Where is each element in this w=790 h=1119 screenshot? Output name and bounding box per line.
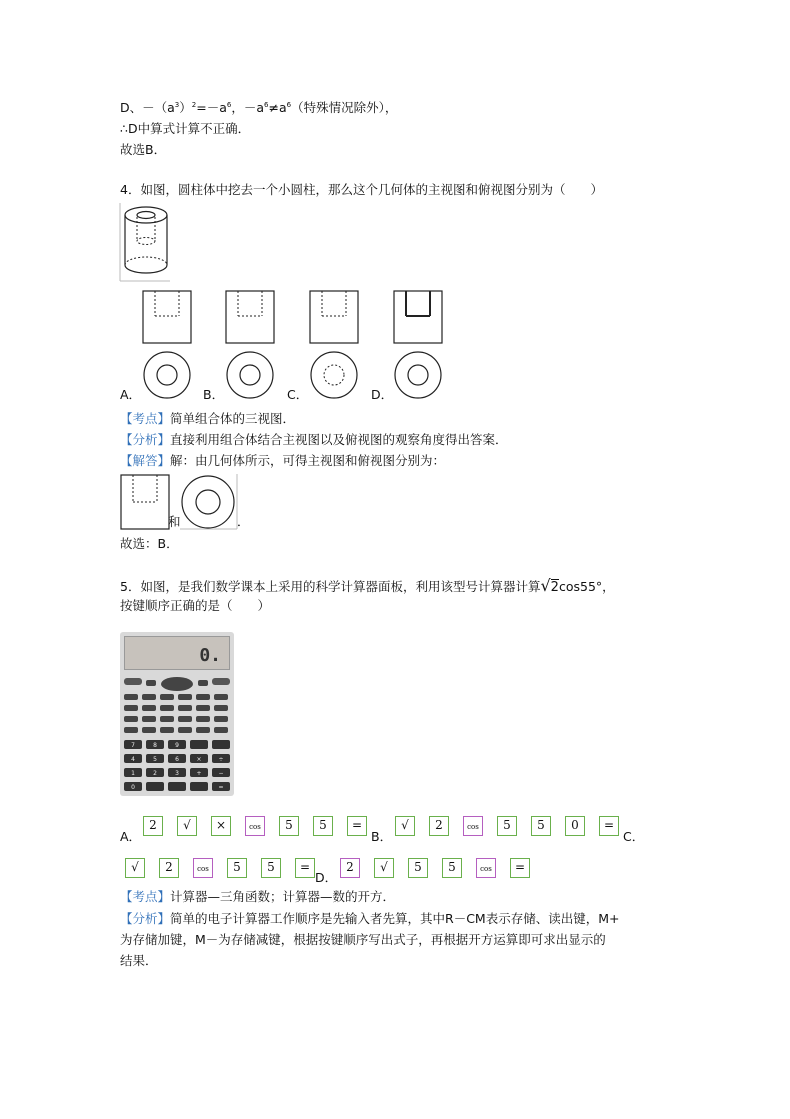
calculator-keypad — [120, 674, 234, 796]
key-a-7: = — [347, 816, 367, 836]
key-d-5: cos — [476, 858, 496, 878]
svg-text:6: 6 — [175, 756, 179, 763]
q5-option-c: C． — [623, 829, 645, 844]
answer-front-view — [120, 474, 170, 530]
key-b-2: 2 — [429, 816, 449, 836]
svg-text:3: 3 — [175, 770, 179, 777]
key-c-1: √ — [125, 858, 145, 878]
svg-text:9: 9 — [175, 742, 179, 749]
q5-stem-line1: 5．如图，是我们数学课本上采用的科学计算器面板，利用该型号计算器计算√2cos55°， — [120, 576, 615, 595]
q4-choice: 故选：B． — [120, 536, 179, 551]
jieda-tag: 【解答】 — [120, 453, 171, 468]
option-c-top-view — [309, 350, 361, 400]
key-c-3: cos — [193, 858, 213, 878]
svg-text:÷: ÷ — [218, 756, 224, 763]
key-d-2: √ — [374, 858, 394, 878]
key-b-4: 5 — [497, 816, 517, 836]
key-b-6: 0 — [565, 816, 585, 836]
calculator-image — [120, 632, 234, 796]
q5-kaodian: 【考点】计算器—三角函数；计算器—数的开方． — [120, 889, 396, 904]
key-d-1: 2 — [340, 858, 360, 878]
option-a-front-view — [142, 290, 194, 346]
fenxi-tag: 【分析】 — [120, 432, 171, 447]
key-c-6: = — [295, 858, 315, 878]
q4-jieda: 【解答】解：由几何体所示，可得主视图和俯视图分别为： — [120, 453, 446, 468]
q4-option-d: D． — [371, 387, 394, 402]
option-a-top-view — [142, 350, 194, 400]
key-b-1: √ — [395, 816, 415, 836]
svg-text:1: 1 — [131, 770, 135, 777]
svg-text:5: 5 — [153, 756, 157, 763]
svg-text:×: × — [196, 756, 202, 763]
q4-option-b: B． — [203, 387, 225, 402]
q4-kaodian: 【考点】简单组合体的三视图． — [120, 411, 296, 426]
sqrt-symbol: √ — [540, 576, 551, 595]
q5-option-d: D． — [315, 870, 338, 885]
svg-text:=: = — [218, 784, 224, 791]
q5-option-a: A． — [120, 829, 142, 844]
q5-fenxi-line2: 为存储加键，M－为存储减键，根据按键顺序写出式子，再根据开方运算即可求出显示的 — [120, 932, 606, 947]
key-b-5: 5 — [531, 816, 551, 836]
q5-fenxi-line1: 【分析】简单的电子计算器工作顺序是先输入者先算，其中R－CM表示存储、读出键，M+ — [120, 911, 620, 926]
q3-conclusion: ∴D中算式计算不正确． — [120, 121, 251, 136]
q4-option-c: C． — [287, 387, 309, 402]
key-a-4: cos — [245, 816, 265, 836]
hollow-cylinder-figure — [120, 203, 172, 283]
fenxi-tag: 【分析】 — [120, 911, 171, 926]
svg-text:7: 7 — [131, 742, 135, 749]
q5-option-c-keys — [125, 858, 315, 882]
svg-text:−: − — [218, 770, 224, 777]
svg-text:2: 2 — [153, 770, 157, 777]
key-d-4: 5 — [442, 858, 462, 878]
q5-option-d-keys — [340, 858, 530, 882]
option-c-front-view — [309, 290, 361, 346]
answer-top-view — [180, 474, 238, 530]
key-a-1: 2 — [143, 816, 163, 836]
key-a-2: √ — [177, 816, 197, 836]
key-a-3: × — [211, 816, 231, 836]
svg-text:4: 4 — [131, 756, 135, 763]
q3-choice: 故选B． — [120, 142, 167, 157]
key-c-4: 5 — [227, 858, 247, 878]
key-c-2: 2 — [159, 858, 179, 878]
key-a-6: 5 — [313, 816, 333, 836]
key-c-5: 5 — [261, 858, 281, 878]
option-b-front-view — [225, 290, 277, 346]
kaodian-tag: 【考点】 — [120, 411, 171, 426]
calculator-display: 0. — [124, 636, 230, 670]
q5-option-a-keys — [143, 816, 367, 840]
answer-period: ． — [237, 514, 250, 529]
key-b-7: = — [599, 816, 619, 836]
q3-answer-line-d: D、$-(a^3)^2=-a^6$，$-a^6\ne a^6$（特殊情况除外）， — [120, 100, 398, 115]
option-d-front-view — [393, 290, 445, 346]
kaodian-tag: 【考点】 — [120, 889, 171, 904]
svg-text:0: 0 — [131, 784, 135, 791]
and-word: 和 — [168, 514, 181, 529]
q4-fenxi: 【分析】直接利用组合体结合主视图以及俯视图的观察角度得出答案． — [120, 432, 508, 447]
option-d-top-view — [393, 350, 445, 400]
q5-option-b-keys — [395, 816, 619, 840]
key-a-5: 5 — [279, 816, 299, 836]
key-d-3: 5 — [408, 858, 428, 878]
key-b-3: cos — [463, 816, 483, 836]
option-b-top-view — [225, 350, 277, 400]
q4-stem: 4．如图，圆柱体中挖去一个小圆柱，那么这个几何体的主视图和俯视图分别为（ ） — [120, 182, 603, 197]
svg-text:+: + — [196, 770, 202, 777]
key-d-6: = — [510, 858, 530, 878]
q5-stem-line2: 按键顺序正确的是（ ） — [120, 598, 271, 613]
q5-fenxi-line3: 结果． — [120, 953, 158, 968]
q5-option-b: B． — [371, 829, 393, 844]
q4-option-a: A． — [120, 387, 142, 402]
svg-text:8: 8 — [153, 742, 157, 749]
